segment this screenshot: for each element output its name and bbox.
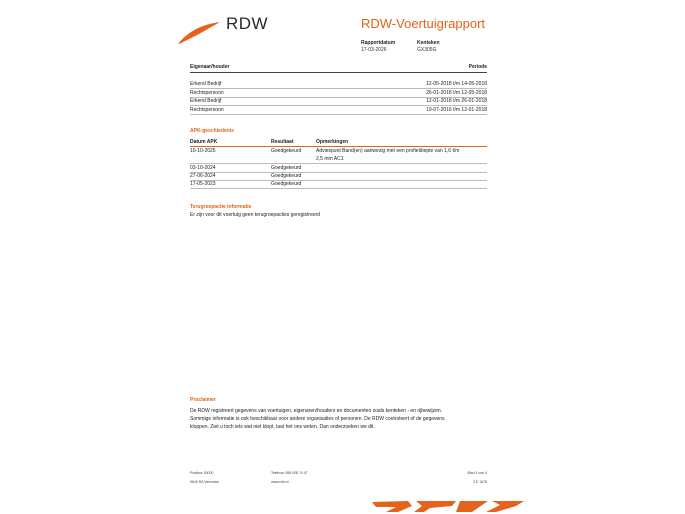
owner-row-4-name: Rechtspersoon bbox=[190, 107, 224, 113]
apk-row-4-date: 17-05-2023 bbox=[190, 181, 216, 187]
apk-row-3-result: Goedgekeurd bbox=[271, 173, 302, 179]
apk-date-header: Datum APK bbox=[190, 139, 218, 145]
row-divider bbox=[190, 180, 487, 181]
recall-text: Er zijn voor dit voertuig geen terugroepacties geregistreerd bbox=[190, 212, 321, 218]
disclaimer-line-1: De RDW registreert gegevens van voertuigen, eigenaren/houders en documenten zoals kenteken - en rijbewijzen. bbox=[190, 408, 443, 414]
row-divider bbox=[190, 105, 487, 106]
footer-phone: Telefoon 088 008 74 47 bbox=[271, 471, 308, 475]
rdw-logo-icon bbox=[176, 20, 222, 46]
apk-row-1-date: 10-10-2025 bbox=[190, 148, 216, 154]
apk-row-2-date: 03-10-2024 bbox=[190, 165, 216, 171]
owner-row-1-name: Erkend Bedrijf bbox=[190, 81, 222, 87]
apk-row-2-result: Goedgekeurd bbox=[271, 165, 302, 171]
owner-column-header: Eigenaar/houder bbox=[190, 64, 230, 70]
rapportdatum-label: Rapportdatum bbox=[361, 40, 396, 46]
disclaimer-title: Proclaimer bbox=[190, 397, 216, 403]
apk-row-1-result: Goedgekeurd bbox=[271, 148, 302, 154]
document-title: RDW-Voertuigrapport bbox=[361, 16, 486, 31]
footer-web: www.rdw.nl bbox=[271, 480, 289, 484]
row-divider bbox=[190, 88, 487, 89]
footer-page-number: Blad 4 van 4 bbox=[467, 471, 487, 475]
kenteken-value: GX305G bbox=[417, 47, 437, 53]
period-column-header: Periode bbox=[468, 64, 487, 70]
apk-remarks-header: Opmerkingen bbox=[316, 139, 349, 145]
row-divider bbox=[190, 114, 487, 115]
rapportdatum-value: 17-03-2026 bbox=[361, 47, 387, 53]
decorative-stripes-icon bbox=[368, 498, 528, 514]
owner-row-3-name: Erkend Bedrijf bbox=[190, 98, 222, 104]
owner-row-3-period: 12-01-2018 t/m 26-01-2018 bbox=[426, 98, 487, 104]
apk-result-header: Resultaat bbox=[271, 139, 294, 145]
apk-row-1-remark: Adviespunt Band(en) aanwezig met een profieldiepte van 1,6 t/m bbox=[316, 148, 460, 154]
brand-name: RDW bbox=[226, 14, 269, 33]
footer-code: 3 E 1678 bbox=[472, 480, 487, 484]
recall-section-title: Terugroepactie informatie bbox=[190, 204, 252, 210]
apk-header-line bbox=[190, 146, 487, 147]
owner-row-2-period: 26-01-2018 t/m 12-05-2018 bbox=[426, 90, 487, 96]
row-divider bbox=[190, 163, 487, 164]
owner-row-4-period: 19-07-2016 t/m 12-01-2018 bbox=[426, 107, 487, 113]
footer-postbus: Postbus 30000 bbox=[190, 471, 214, 475]
disclaimer-line-2: Sommige informatie is ook beschikbaar voor andere organisaties of personen. De RDW controleert of de gegevens bbox=[190, 416, 445, 422]
apk-row-4-result: Goedgekeurd bbox=[271, 181, 302, 187]
owners-header-line bbox=[190, 72, 487, 73]
apk-row-3-date: 27-06-2024 bbox=[190, 173, 216, 179]
apk-section-title: APK-geschiedenis bbox=[190, 128, 234, 134]
row-divider bbox=[190, 188, 487, 189]
owner-row-2-name: Rechtspersoon bbox=[190, 90, 224, 96]
row-divider bbox=[190, 172, 487, 173]
footer-city: 9640 RA Veendam bbox=[190, 480, 220, 484]
kenteken-label: Kenteken bbox=[417, 40, 440, 46]
apk-row-1-remark-cont: 2,5 mm AC1 bbox=[316, 156, 344, 162]
disclaimer-line-3: kloppen. Ziet u toch iets wat niet klopt, laat het ons weten. Dan onderzoeken we dit. bbox=[190, 424, 375, 430]
owner-row-1-period: 12-05-2018 t/m 14-05-2018 bbox=[426, 81, 487, 87]
